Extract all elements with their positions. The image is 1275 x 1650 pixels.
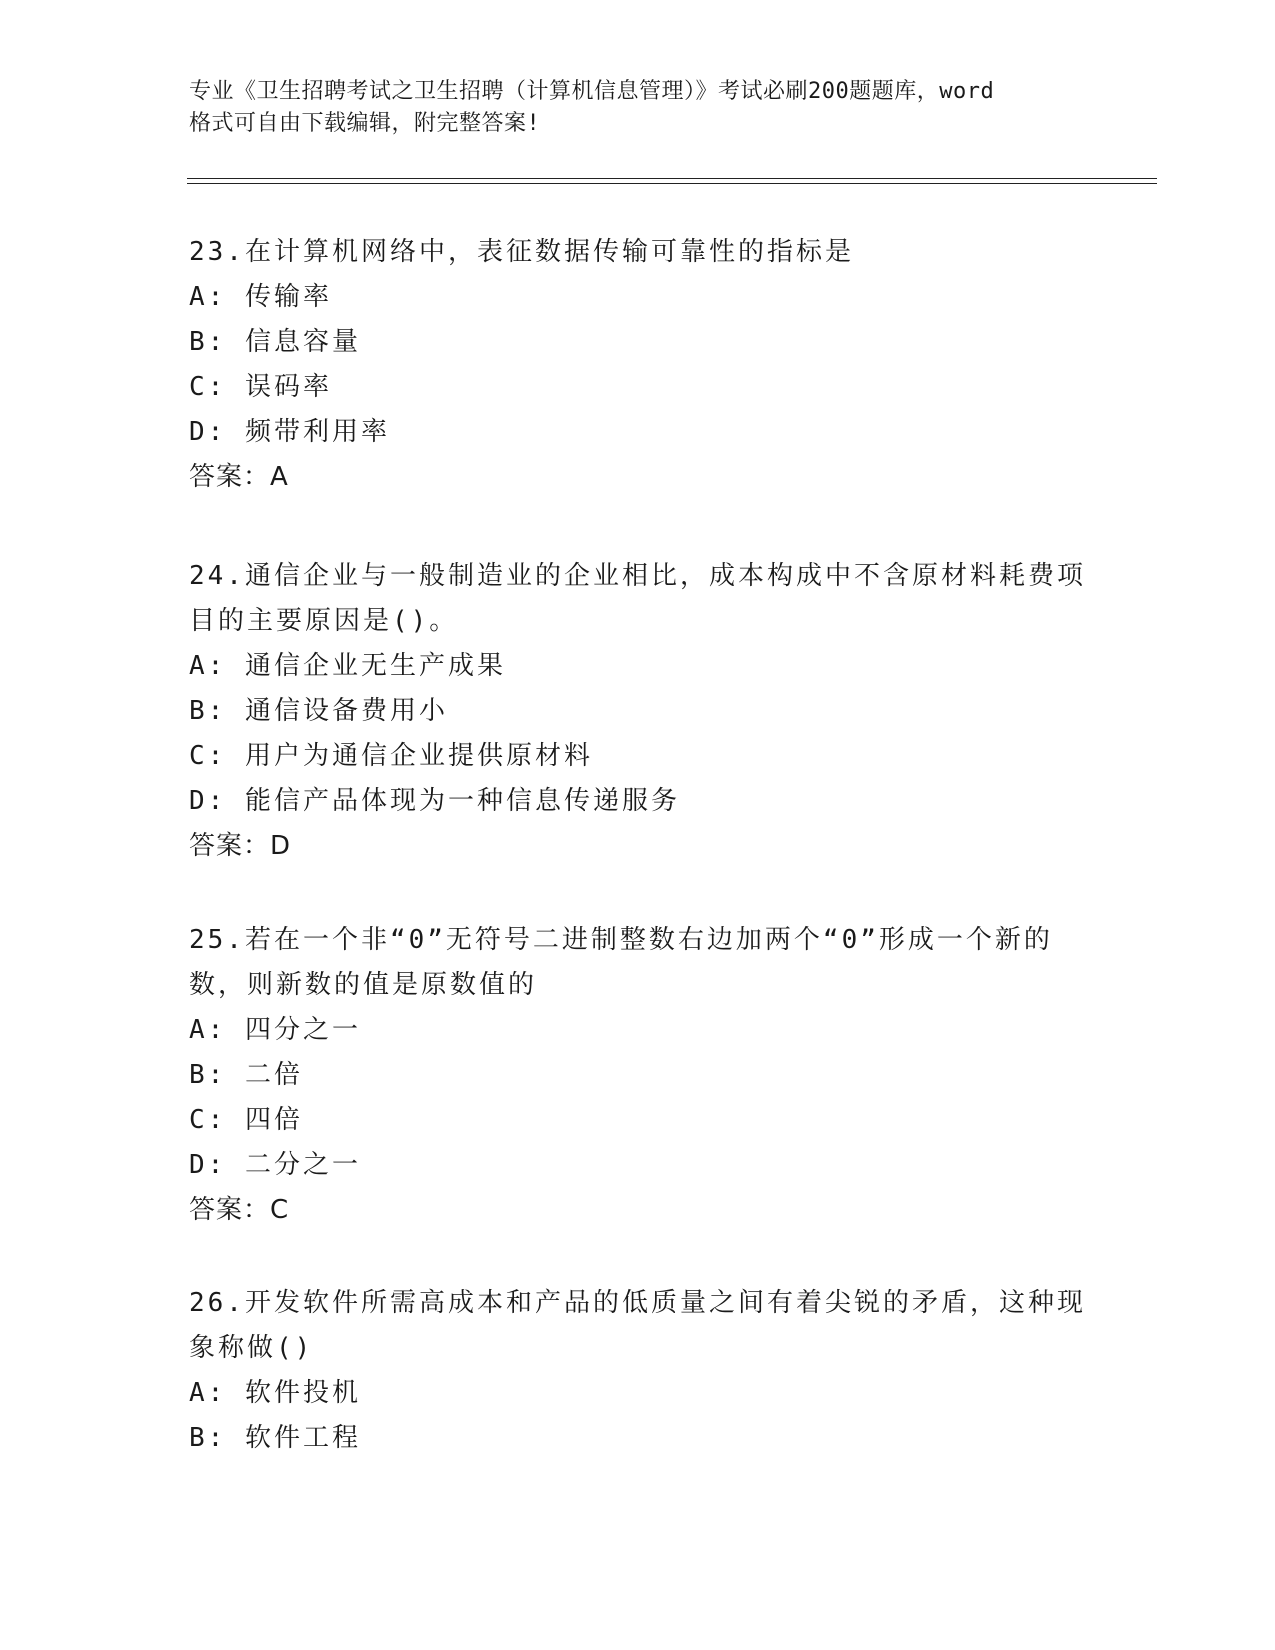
option-d: D: 频带利用率 (189, 417, 390, 447)
question-stem: 23.在计算机网络中，表征数据传输可靠性的指标是 (189, 237, 854, 267)
option-a: A: 软件投机 (189, 1378, 361, 1408)
option-b: B: 软件工程 (189, 1423, 361, 1453)
answer: 答案：C (189, 1195, 290, 1225)
question-stem: 25.若在一个非“0”无符号二进制整数右边加两个“0”形成一个新的 (189, 925, 1053, 955)
header-line-2: 格式可自由下载编辑，附完整答案! (189, 111, 541, 136)
option-b: B: 通信设备费用小 (189, 696, 448, 726)
question-stem-continued: 数，则新数的值是原数值的 (189, 970, 538, 1000)
question-26 (189, 1281, 1089, 1461)
option-c: C: 用户为通信企业提供原材料 (189, 741, 593, 771)
question-stem-continued: 象称做() (189, 1333, 314, 1363)
question-stem: 26.开发软件所需高成本和产品的低质量之间有着尖锐的矛盾，这种现 (189, 1288, 1086, 1318)
question-23 (189, 230, 1089, 500)
option-c: C: 四倍 (189, 1105, 303, 1135)
option-b: B: 二倍 (189, 1060, 303, 1090)
question-stem: 24.通信企业与一般制造业的企业相比，成本构成中不含原材料耗费项 (189, 561, 1086, 591)
option-a: A: 通信企业无生产成果 (189, 651, 506, 681)
question-25 (189, 918, 1089, 1233)
option-d: D: 二分之一 (189, 1150, 361, 1180)
answer: 答案：D (189, 831, 292, 861)
header-divider-bottom (187, 183, 1157, 184)
option-c: C: 误码率 (189, 372, 332, 402)
option-b: B: 信息容量 (189, 327, 361, 357)
document-header (189, 76, 1089, 140)
question-stem-continued: 目的主要原因是()。 (189, 606, 459, 636)
option-a: A: 四分之一 (189, 1015, 361, 1045)
option-d: D: 能信产品体现为一种信息传递服务 (189, 786, 680, 816)
header-line-1: 专业《卫生招聘考试之卫生招聘（计算机信息管理）》考试必刷200题题库，word (189, 79, 995, 104)
header-divider-top (187, 178, 1157, 179)
answer: 答案：A (189, 462, 289, 492)
option-a: A: 传输率 (189, 282, 332, 312)
question-24 (189, 554, 1089, 869)
